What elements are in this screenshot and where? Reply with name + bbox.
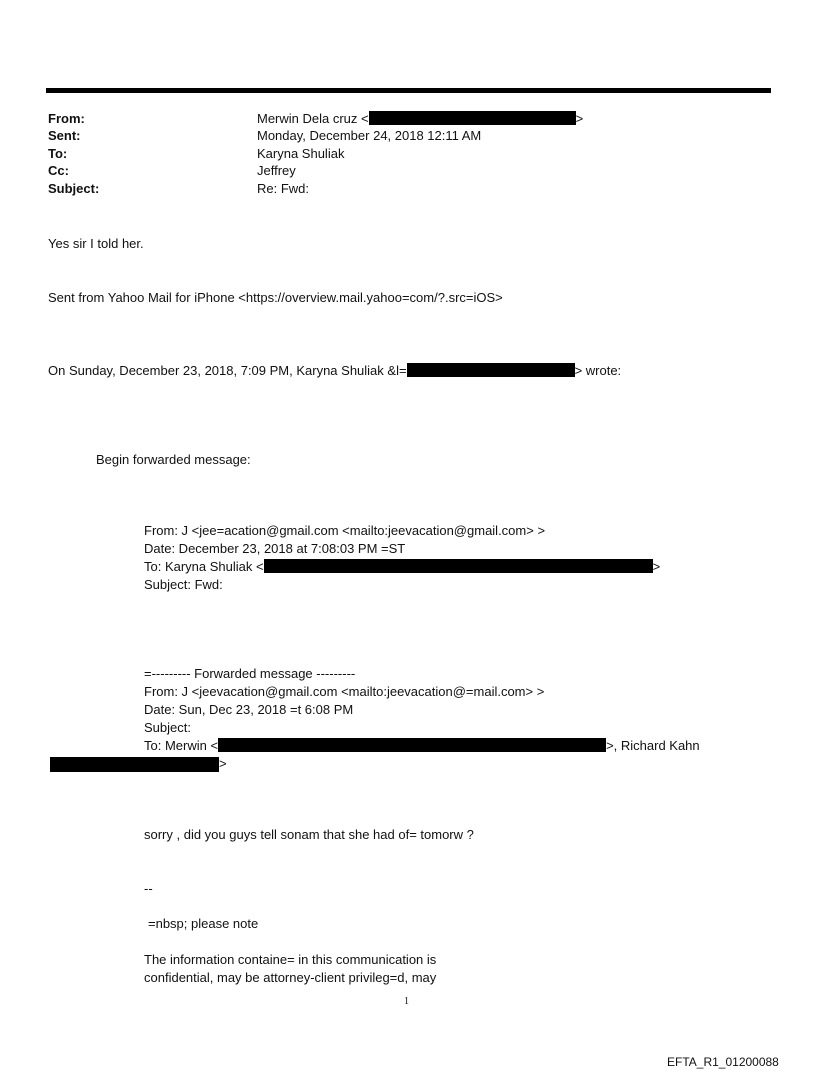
fwd2-to-suffix: >, Richard Kahn (606, 738, 700, 753)
reply-text: Yes sir I told her. (48, 236, 144, 251)
fwd1-date: Date: December 23, 2018 at 7:08:03 PM =ST (144, 541, 406, 556)
fwd2-date: Date: Sun, Dec 23, 2018 =t 6:08 PM (144, 702, 354, 717)
nbsp-note: =nbsp; please note (148, 916, 259, 931)
signature-line: Sent from Yahoo Mail for iPhone <https://overview.mail.yahoo=com/?.src=iOS> (48, 290, 503, 305)
disclaimer-line-2: confidential, may be attorney-client privileg=d, may (144, 970, 437, 985)
from-close: > (575, 111, 584, 126)
redaction-block (407, 363, 575, 377)
fwd2-divider: =--------- Forwarded message --------- (144, 666, 356, 681)
redaction-block (50, 757, 219, 772)
on-wrote-prefix: On Sunday, December 23, 2018, 7:09 PM, Karyna Shuliak &l= (48, 363, 407, 378)
fwd1-subject: Subject: Fwd: (144, 577, 223, 592)
from-label: From: (48, 111, 85, 126)
on-wrote-suffix: > wrote: (574, 363, 622, 378)
redaction-block (218, 738, 606, 752)
fwd2-from: From: J <jeevacation@gmail.com <mailto:jeevacation@=mail.com> > (144, 684, 545, 699)
sent-label: Sent: (48, 128, 81, 143)
fwd1-from: From: J <jee=acation@gmail.com <mailto:jeevacation@gmail.com> > (144, 523, 546, 538)
to-label: To: (48, 146, 68, 161)
from-value (257, 110, 583, 127)
fwd2-to-cont-suffix: > (219, 756, 227, 771)
subject-value: Re: Fwd: (257, 181, 310, 196)
fwd1-to-suffix: > (652, 559, 661, 574)
signature-dashes: -- (144, 881, 153, 896)
on-wrote-line (48, 362, 621, 379)
cc-label: Cc: (48, 163, 69, 178)
cc-value: Jeffrey (257, 163, 296, 178)
message-text: sorry , did you guys tell sonam that she had of= tomorw ? (144, 827, 474, 842)
fwd2-to (144, 737, 700, 754)
fwd2-to-prefix: To: Merwin < (144, 738, 219, 753)
page-number: 1 (404, 996, 409, 1007)
subject-label: Subject: (48, 181, 100, 196)
begin-forwarded: Begin forwarded message: (96, 452, 251, 467)
fwd1-to (144, 558, 660, 575)
document-id: EFTA_R1_01200088 (667, 1055, 779, 1069)
from-name: Merwin Dela cruz < (257, 111, 369, 126)
disclaimer-line-1: The information containe= in this communication is (144, 952, 437, 967)
header-rule (46, 88, 771, 93)
fwd1-to-prefix: To: Karyna Shuliak < (144, 559, 264, 574)
sent-value: Monday, December 24, 2018 12:11 AM (257, 128, 482, 143)
redaction-block (264, 559, 653, 573)
to-value: Karyna Shuliak (257, 146, 345, 161)
redaction-block (369, 111, 576, 125)
fwd2-subject: Subject: (144, 720, 191, 735)
